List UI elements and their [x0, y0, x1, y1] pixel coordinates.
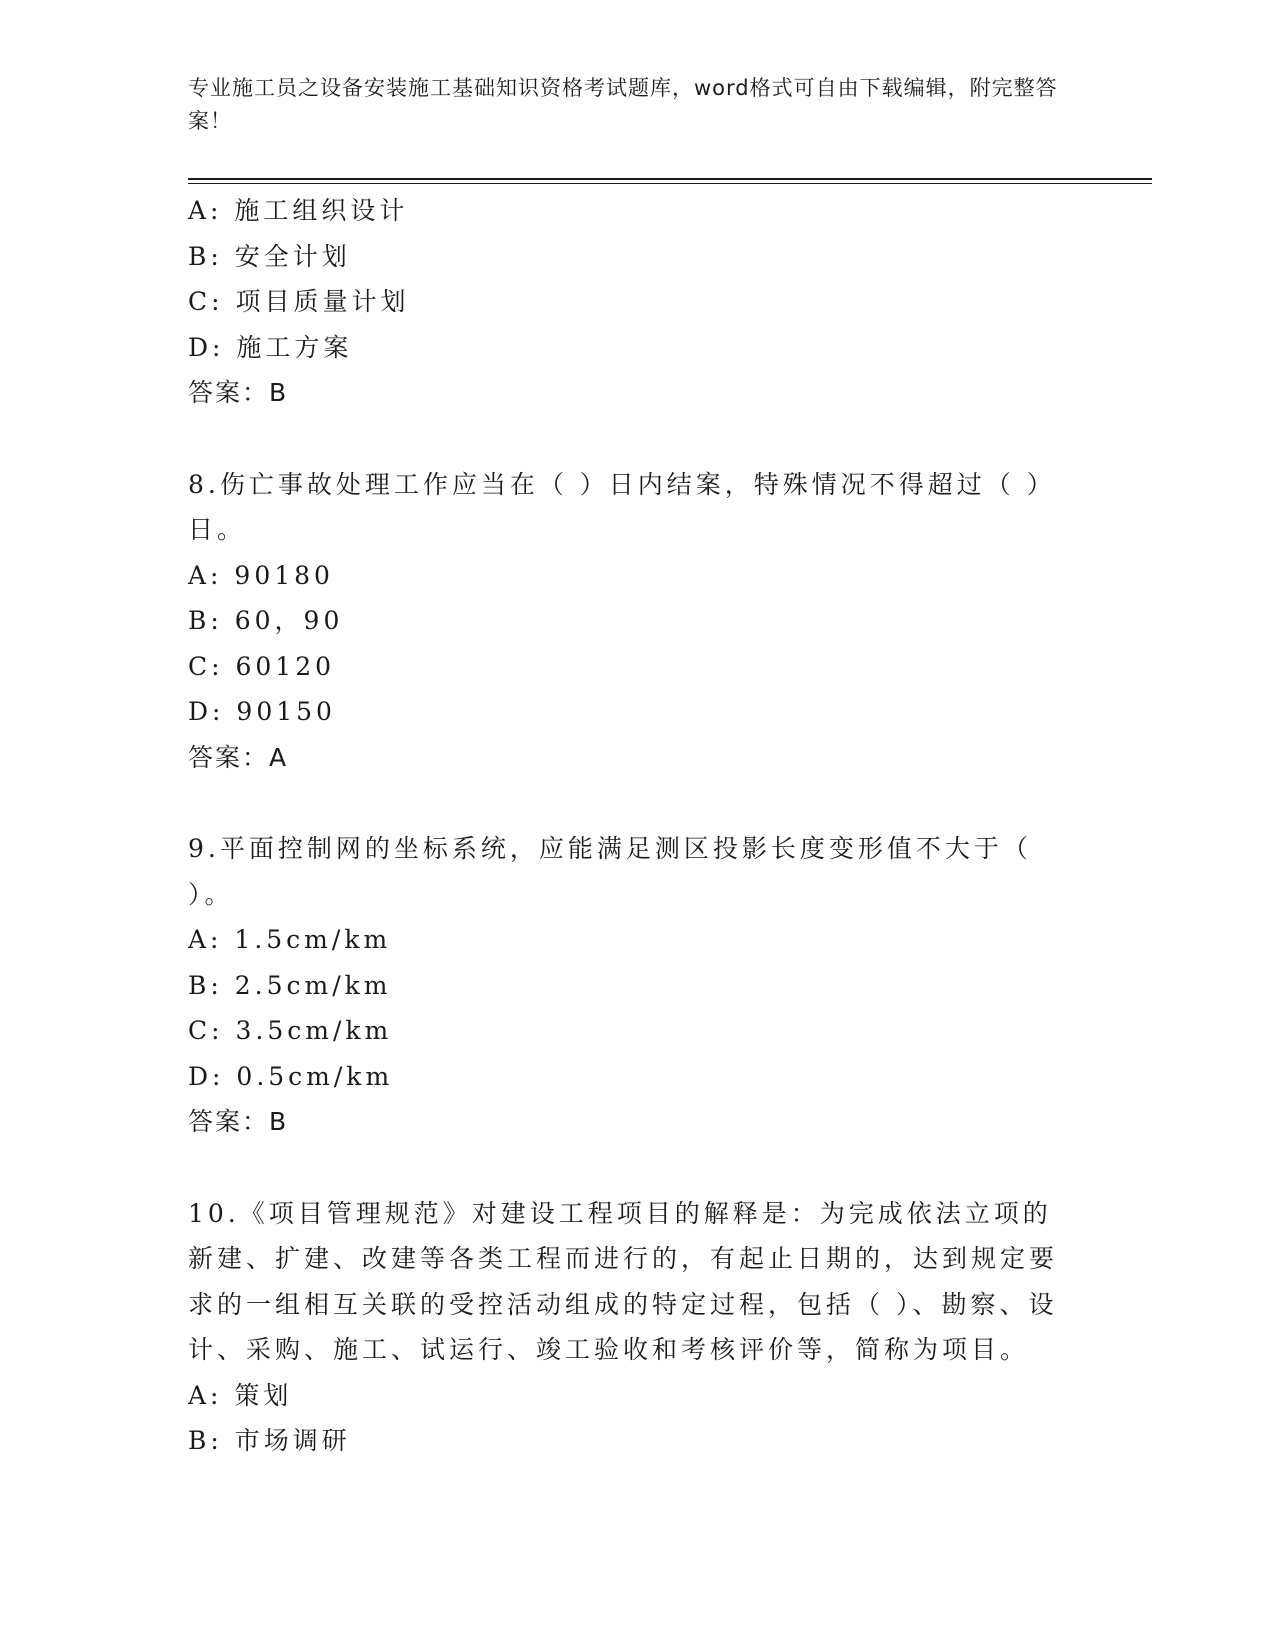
header-divider-thin — [188, 183, 1152, 184]
option-a: A: 90180 — [188, 560, 334, 590]
option-b: B: 安全计划 — [188, 241, 351, 271]
question-text: 10.《项目管理规范》对建设工程项目的解释是：为完成依法立项的新建、扩建、改建等各类工程而进行的，有起止日期的，达到规定要求的一组相互关联的受控活动组成的特定过程，包括（ ）、勘察、设计、采购、施工、试运行、竣工验收和考核评价等，简称为项目。 — [188, 1198, 1059, 1364]
question-list — [188, 188, 1068, 1464]
option-a: A: 施工组织设计 — [188, 196, 409, 225]
question-text: 9.平面控制网的坐标系统，应能满足测区投影长度变形值不大于（ ）。 — [188, 834, 1032, 909]
answer-text: 答案：B — [188, 1107, 289, 1136]
block-spacer — [188, 416, 1068, 462]
option-c: C: 项目质量计划 — [188, 287, 410, 316]
question-block-8 — [188, 462, 1068, 781]
answer-text: 答案：A — [188, 742, 289, 772]
question-block-10 — [188, 1191, 1068, 1464]
block-spacer — [188, 780, 1068, 826]
option-a: A: 策划 — [188, 1380, 293, 1410]
option-d: D: 0.5cm/km — [188, 1061, 394, 1091]
option-a: A: 1.5cm/km — [188, 925, 392, 954]
option-b: B: 60，90 — [188, 606, 344, 635]
question-block-7 — [188, 188, 1068, 416]
answer-text: 答案：B — [188, 378, 289, 407]
option-d: D: 90150 — [188, 697, 336, 726]
question-block-9 — [188, 826, 1068, 1145]
document-header: 专业施工员之设备安装施工基础知识资格考试题库，word格式可自由下载编辑，附完整答案！ — [188, 76, 1058, 133]
header-divider-thick — [188, 178, 1152, 180]
option-c: C: 60120 — [188, 651, 336, 681]
option-b: B: 市场调研 — [188, 1426, 351, 1455]
block-spacer — [188, 1145, 1068, 1191]
option-b: B: 2.5cm/km — [188, 970, 392, 1000]
option-d: D: 施工方案 — [188, 332, 353, 362]
question-text: 8.伤亡事故处理工作应当在（ ）日内结案，特殊情况不得超过（ ）日。 — [188, 469, 1056, 544]
option-c: C: 3.5cm/km — [188, 1016, 393, 1045]
